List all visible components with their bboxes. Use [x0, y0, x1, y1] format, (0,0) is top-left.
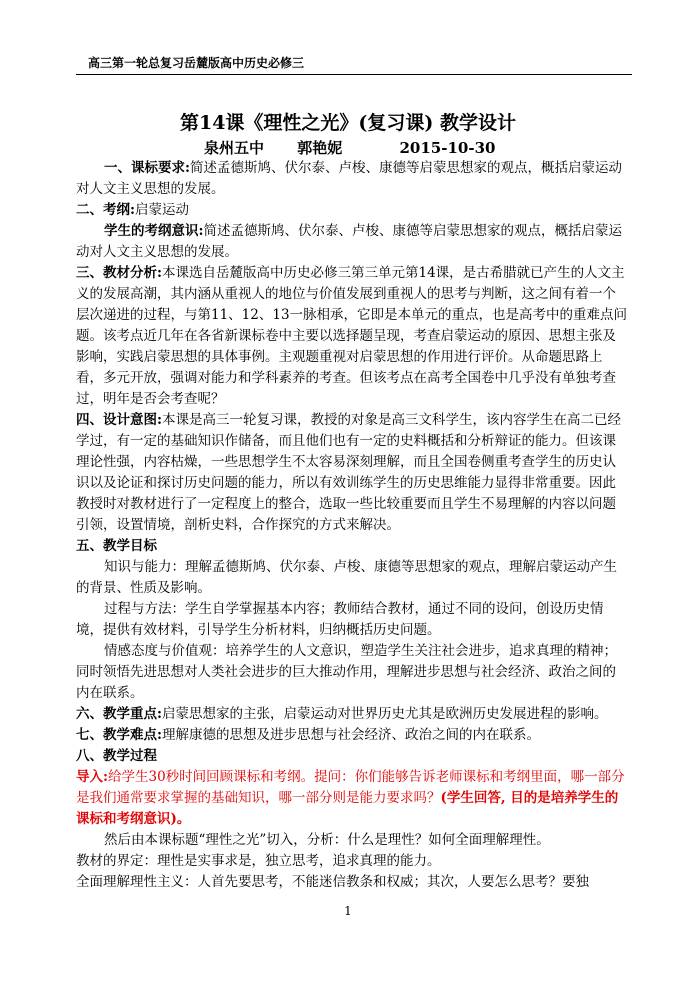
intro-text: 给学生30秒时间回顾课标和考纲。提问：你们能够告诉老师课标和考纲里面，哪一部分是我们通常要求掌握的基础知识，哪一部分则是能力要求吗？ [76, 769, 625, 806]
section-curriculum [76, 158, 628, 200]
section-label: 七、教学难点: [76, 727, 162, 743]
author-name: 郭艳妮 [297, 139, 343, 157]
document-body [76, 158, 628, 893]
section-label: 四、设计意图: [76, 412, 162, 428]
section-text: 本课选自岳麓版高中历史必修三第三单元第14课，是古希腊就已产生的人文主义的发展高潮，其内涵从重视人的地位与价值发展到重视人的思考与判断，这之间有着一个层次递进的过程，与第11、12、13一脉相承，它即是本单元的重点，也是高考中的重难点问题。该考点近几年在各省新课标卷中主要以选择题呈现，考查启蒙运动的原因、思想主张及影响，实践启蒙思想的具体事例。主观题重视对启蒙思想的作用进行评价。从命题思路上看，多元开放，强调对能力和学科素养的考查。但该考点在高考全国卷中几乎没有单独考查过，明年是否会考查呢？ [76, 265, 628, 407]
running-header: 高三第一轮总复习岳麓版高中历史必修三 [88, 56, 305, 70]
section-label: 二、考纲: [76, 202, 135, 218]
author-school: 泉州五中 [204, 139, 265, 157]
intro-label: 导入: [76, 769, 108, 785]
goal-attitude: 情感态度与价值观：培养学生的人文意识，塑造学生关注社会进步，追求真理的精神；同时领悟先进思想对人类社会进步的巨大推动作用，理解进步思想与社会经济、政治之间的内在联系。 [76, 643, 617, 701]
section-text: 启蒙运动 [134, 202, 189, 218]
page-number: 1 [344, 904, 352, 918]
paragraph-full-understanding: 全面理解理性主义：人首先要思考，不能迷信教条和权威；其次，人要怎么思考？要独 [76, 874, 589, 890]
section-label: 六、教学重点: [76, 706, 162, 722]
paragraph-then: 然后由本课标题“理性之光”切入，分析：什么是理性？如何全面理解理性。 [104, 832, 550, 848]
section-exam-outline [76, 200, 628, 221]
section-design-intent [76, 410, 628, 536]
section-key-points [76, 704, 628, 725]
section-label: 一、课标要求: [104, 160, 190, 176]
section-label: 三、教材分析: [76, 265, 162, 281]
section-difficulties [76, 725, 628, 746]
section-text: 简述孟德斯鸠、伏尔泰、卢梭、康德等启蒙思想家的观点，概括启蒙运动对人文主义思想的发展。 [76, 223, 622, 260]
section-textbook-analysis [76, 263, 628, 410]
section-teaching-goals: 五、教学目标 [76, 538, 157, 554]
paragraph-definition: 教材的界定：理性是实事求是，独立思考，追求真理的能力。 [76, 853, 441, 869]
goal-knowledge: 知识与能力：理解孟德斯鸠、伏尔泰、卢梭、康德等思想家的观点，理解启蒙运动产生的背景、性质及影响。 [76, 559, 617, 596]
author-line [204, 137, 495, 158]
section-teaching-process: 八、教学过程 [76, 748, 157, 764]
document-title: 第14课《理性之光》(复习课) 教学设计 [179, 112, 517, 134]
goal-process: 过程与方法：学生自学掌握基本内容；教师结合教材，通过不同的设问，创设历史情境，提供有效材料，引导学生分析材料，归纳概括历史问题。 [76, 601, 604, 638]
section-text: 本课是高三一轮复习课，教授的对象是高三文科学生，该内容学生在高二已经学过，有一定的基础知识作储备，而且他们也有一定的史料概括和分析辩证的能力。但该课理论性强，内容枯燥，一些思想学生不太容易深刻理解，而且全国卷侧重考查学生的历史认识以及论证和探讨历史问题的能力，所以有效训练学生的历史思维能力显得非常重要。因此教授时对教材进行了一定程度上的整合，选取一些比较重要而且学生不易理解的内容以问题引领，设置情境，剖析史料，合作探究的方式来解决。 [76, 412, 621, 533]
section-text: 简述孟德斯鸠、伏尔泰、卢梭、康德等启蒙思想家的观点，概括启蒙运动对人文主义思想的发展。 [76, 160, 622, 197]
header-divider [76, 74, 632, 75]
section-text: 启蒙思想家的主张，启蒙运动对世界历史尤其是欧洲历史发展进程的影响。 [161, 706, 608, 722]
section-text: 理解康德的思想及进步思想与社会经济、政治之间的内在联系。 [161, 727, 540, 743]
intro-bold-note: (学生回答, 目的是培养学生的课标和考纲意识)。 [76, 790, 619, 827]
intro-paragraph [76, 767, 628, 830]
section-exam-awareness [76, 221, 628, 263]
section-label: 学生的考纲意识: [104, 223, 204, 239]
author-date: 2015-10-30 [399, 139, 496, 157]
